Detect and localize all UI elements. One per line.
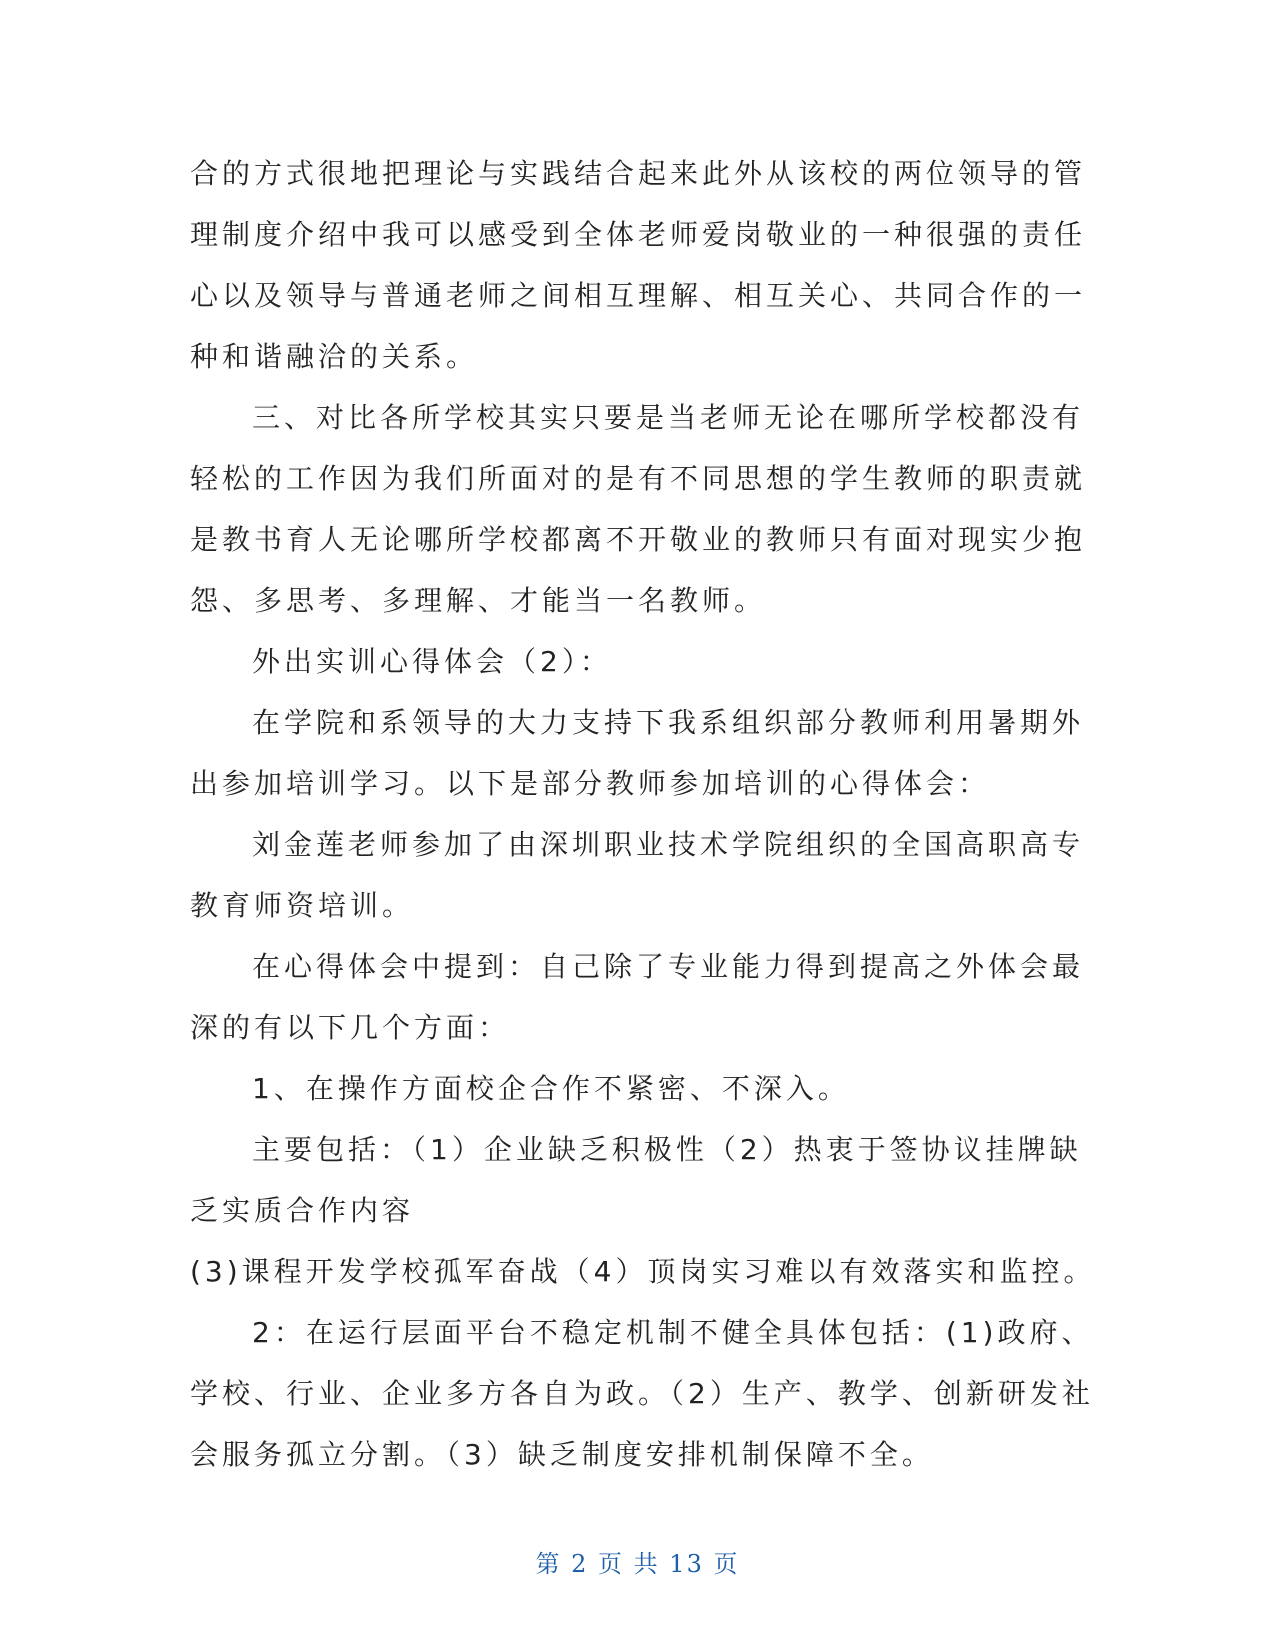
text-line: 出参加培训学习。以下是部分教师参加培训的心得体会：: [190, 767, 991, 800]
paragraph-start-line: 刘金莲老师参加了由深圳职业技术学院组织的全国高职高专: [252, 828, 1085, 861]
text-line: 轻松的工作因为我们所面对的是有不同思想的学生教师的职责就: [190, 462, 1087, 495]
paragraph-start-line: 在学院和系领导的大力支持下我系组织部分教师利用暑期外: [252, 706, 1085, 739]
paragraph-start-line: 三、对比各所学校其实只要是当老师无论在哪所学校都没有: [252, 401, 1085, 434]
document-body: [190, 143, 1096, 1485]
text-line: 是教书育人无论哪所学校都离不开敬业的教师只有面对现实少抱: [190, 523, 1087, 556]
paragraph-start-line: 在心得体会中提到：自己除了专业能力得到提高之外体会最: [252, 950, 1085, 983]
text-line: 深的有以下几个方面：: [190, 1011, 511, 1044]
text-line: (3)课程开发学校孤军奋战（4）顶岗实习难以有效落实和监控。: [190, 1255, 1096, 1288]
text-line: 学校、行业、企业多方各自为政。（2）生产、教学、创新研发社: [190, 1377, 1094, 1410]
text-line: 教育师资培训。: [190, 889, 415, 922]
paragraph-start-line: 2：在运行层面平台不稳定机制不健全具体包括：(1)政府、: [252, 1316, 1094, 1349]
section-heading: 外出实训心得体会（2）：: [252, 645, 612, 678]
text-line: 心以及领导与普通老师之间相互理解、相互关心、共同合作的一: [190, 279, 1087, 312]
text-line: 合的方式很地把理论与实践结合起来此外从该校的两位领导的管: [190, 157, 1087, 190]
text-line: 种和谐融洽的关系。: [190, 340, 479, 373]
text-line: 会服务孤立分割。（3）缺乏制度安排机制保障不全。: [190, 1438, 934, 1471]
text-line: 怨、多思考、多理解、才能当一名教师。: [190, 584, 767, 617]
page-number-footer: 第 2 页 共 13 页: [535, 1550, 740, 1578]
paragraph-start-line: 1、在操作方面校企合作不紧密、不深入。: [252, 1072, 850, 1105]
paragraph-start-line: 主要包括：（1）企业缺乏积极性（2）热衷于签协议挂牌缺: [252, 1133, 1082, 1166]
text-line: 理制度介绍中我可以感受到全体老师爱岗敬业的一种很强的责任: [190, 218, 1087, 251]
text-line: 乏实质合作内容: [190, 1194, 415, 1227]
